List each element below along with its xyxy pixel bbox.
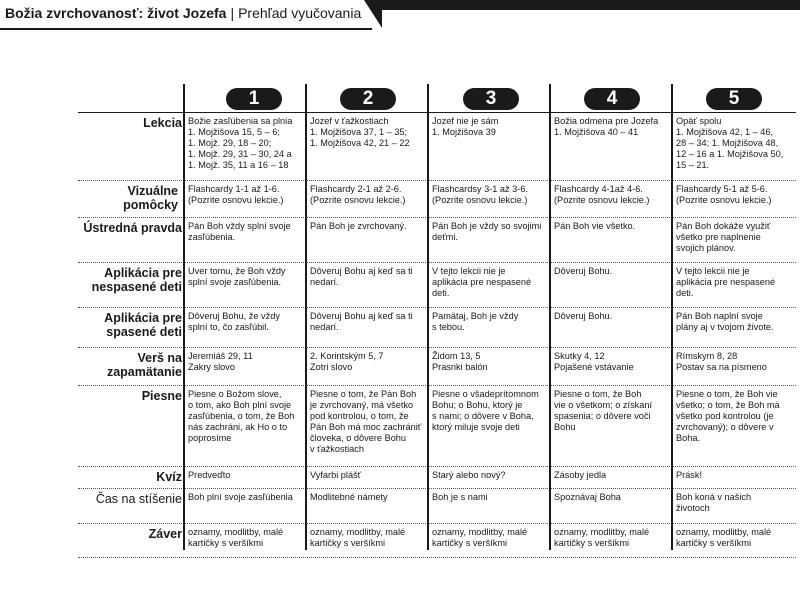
table-cell: Uver tomu, že Boh vždy splní svoje zasľúbenia. <box>188 266 286 287</box>
header-decoration-corner <box>364 0 382 28</box>
table-cell: Pán Boh je vždy so svojimi deťmi. <box>432 221 542 242</box>
table-cell: Zásoby jedla <box>554 470 607 480</box>
lesson-number-1: 1 <box>226 88 282 110</box>
table-cell: Pán Boh dokáže využiť všetko pre naplnenie svojich plánov. <box>676 221 771 253</box>
table-cell: Piesne o všadeprítomnom Bohu; o Bohu, ktorý je s nami; o dôvere v Boha, ktorý miluje svoje deti <box>432 389 539 432</box>
table-cell: Flashcardy 5-1 až 5-6. (Pozrite osnovu lekcie.) <box>676 184 772 205</box>
column-divider <box>671 84 673 550</box>
table-cell: Vyfarbi plášť <box>310 470 362 480</box>
row-label: Vizuálne pomôcky <box>123 184 178 212</box>
table-cell: 2. Korintským 5, 7 Zotri slovo <box>310 351 384 372</box>
table-cell: Piesne o Božom slove, o tom, ako Boh plní svoje zasľúbenia, o tom, že Boh nás zachráni, ak Ho o to poprosíme <box>188 389 295 443</box>
table-cell: oznamy, modlitby, malé kartičky s veršíkmi <box>676 527 772 548</box>
row-label: Verš na zapamätanie <box>106 351 182 379</box>
table-row <box>78 180 796 218</box>
page-subtitle: Prehľad vyučovania <box>238 5 362 21</box>
table-cell: Dôveruj Bohu aj keď sa ti nedarí. <box>310 311 413 332</box>
table-cell: Flashcardy 4-1až 4-6. (Pozrite osnovu lekcie.) <box>554 184 650 205</box>
table-row <box>78 466 796 489</box>
row-label: Kvíz <box>156 470 182 484</box>
table-cell: Židom 13, 5 Prasnki balón <box>432 351 488 372</box>
table-cell: Pamätaj, Boh je vždy s tebou. <box>432 311 519 332</box>
table-cell: Piesne o tom, že Boh vie o všetkom; o získaní spasenia; o dôvere voči Bohu <box>554 389 653 432</box>
header-separator: | <box>230 5 235 21</box>
table-cell: V tejto lekcii nie je aplikácia pre nespasené deti. <box>432 266 532 298</box>
column-divider <box>549 84 551 550</box>
table-cell: Pán Boh vždy splní svoje zasľúbenia. <box>188 221 291 242</box>
column-divider <box>183 84 185 550</box>
table-cell: Prásk! <box>676 470 703 480</box>
table-row <box>78 112 796 181</box>
table-cell: Pán Boh naplní svoje plány aj v tvojom živote. <box>676 311 774 332</box>
table-cell: Boh koná v našich životoch <box>676 492 752 513</box>
row-label: Aplikácia pre nespasené deti <box>91 266 182 294</box>
table-row <box>78 523 796 558</box>
column-divider <box>305 84 307 550</box>
table-cell: Predveďto <box>188 470 231 480</box>
lesson-number-5: 5 <box>706 88 762 110</box>
table-cell: Boh je s nami <box>432 492 488 502</box>
table-cell: Opäť spolu 1. Mojžišova 42, 1 – 46, 28 – 34; 1. Mojžišova 48, 12 – 16 a 1. Mojžišova 50, 15 – 21. <box>676 116 784 170</box>
table-cell: Modlitebné námety <box>310 492 388 502</box>
lesson-number-2: 2 <box>340 88 396 110</box>
table-row <box>78 347 796 386</box>
header-underline <box>0 28 372 30</box>
table-cell: Piesne o tom, že Boh vie všetko; o tom, že Boh má všetko pod kontrolou (je zvrchovaný); o dôvere v Boha. <box>676 389 780 443</box>
table-cell: Dôveruj Bohu. <box>554 266 613 276</box>
table-row <box>78 262 796 308</box>
table-cell: Rímskym 8, 28 Postav sa na písmeno <box>676 351 767 372</box>
row-label: Záver <box>148 527 182 541</box>
table-cell: Dôveruj Bohu aj keď sa ti nedarí. <box>310 266 413 287</box>
table-cell: Pán Boh vie všetko. <box>554 221 636 231</box>
table-cell: Jozef nie je sám 1. Mojžišova 39 <box>432 116 499 137</box>
header-decoration <box>380 0 800 10</box>
table-cell: oznamy, modlitby, malé kartičky s veršíkmi <box>554 527 650 548</box>
table-cell: Dôveruj Bohu, že vždy splní to, čo zasľúbil. <box>188 311 280 332</box>
table-cell: Božia odmena pre Jozefa 1. Mojžišova 40 – 41 <box>554 116 659 137</box>
page-title: Božia zvrchovanosť: život Jozefa <box>5 5 227 21</box>
row-label: Čas na stíšenie <box>95 492 182 506</box>
table-cell: Dôveruj Bohu. <box>554 311 613 321</box>
table-cell: oznamy, modlitby, malé kartičky s veršíkmi <box>188 527 284 548</box>
table-cell: Flashcardy 2-1 až 2-6. (Pozrite osnovu lekcie.) <box>310 184 406 205</box>
table-row <box>78 307 796 348</box>
table-row <box>78 217 796 263</box>
table-cell: Piesne o tom, že Pán Boh je zvrchovaný, má všetko pod kontrolou, o tom, že Pán Boh má moc zachrániť človeka, o dôvere Bohu v ťažkostiach <box>310 389 422 454</box>
page-header <box>5 5 361 21</box>
table-cell: Flashcardy 1-1 až 1-6. (Pozrite osnovu lekcie.) <box>188 184 284 205</box>
table-cell: Jeremiáš 29, 11 Zakry slovo <box>188 351 253 372</box>
table-cell: V tejto lekcii nie je aplikácia pre nespasené deti. <box>676 266 776 298</box>
table-cell: Spoznávaj Boha <box>554 492 621 502</box>
table-cell: Starý alebo nový? <box>432 470 506 480</box>
table-row <box>78 488 796 524</box>
row-label: Ústredná pravda <box>83 221 182 235</box>
table-cell: Božie zasľúbenia sa plnia 1. Mojžišova 15, 5 – 6; 1. Mojž. 29, 18 – 20; 1. Mojž. 29, 31 – 30, 24 a 1. Mojž. 35, 11 a 16 – 18 <box>188 116 293 170</box>
table-cell: oznamy, modlitby, malé kartičky s veršíkmi <box>310 527 406 548</box>
row-label: Piesne <box>141 389 182 403</box>
column-divider <box>427 84 429 550</box>
row-label: Lekcia <box>143 116 182 130</box>
lesson-number-4: 4 <box>584 88 640 110</box>
table-cell: oznamy, modlitby, malé kartičky s veršíkmi <box>432 527 528 548</box>
row-label: Aplikácia pre spasené deti <box>104 311 182 339</box>
lesson-number-3: 3 <box>463 88 519 110</box>
table-cell: Flashcardsy 3-1 až 3-6. (Pozrite osnovu lekcie.) <box>432 184 528 205</box>
table-cell: Skutky 4, 12 Pojašené vstávanie <box>554 351 634 372</box>
table-cell: Boh plní svoje zasľúbenia <box>188 492 293 502</box>
table-cell: Jozef v ťažkostiach 1. Mojžišova 37, 1 – 35; 1. Mojžišova 42, 21 – 22 <box>310 116 410 148</box>
table-row <box>78 385 796 467</box>
table-cell: Pán Boh je zvrchovaný. <box>310 221 407 231</box>
